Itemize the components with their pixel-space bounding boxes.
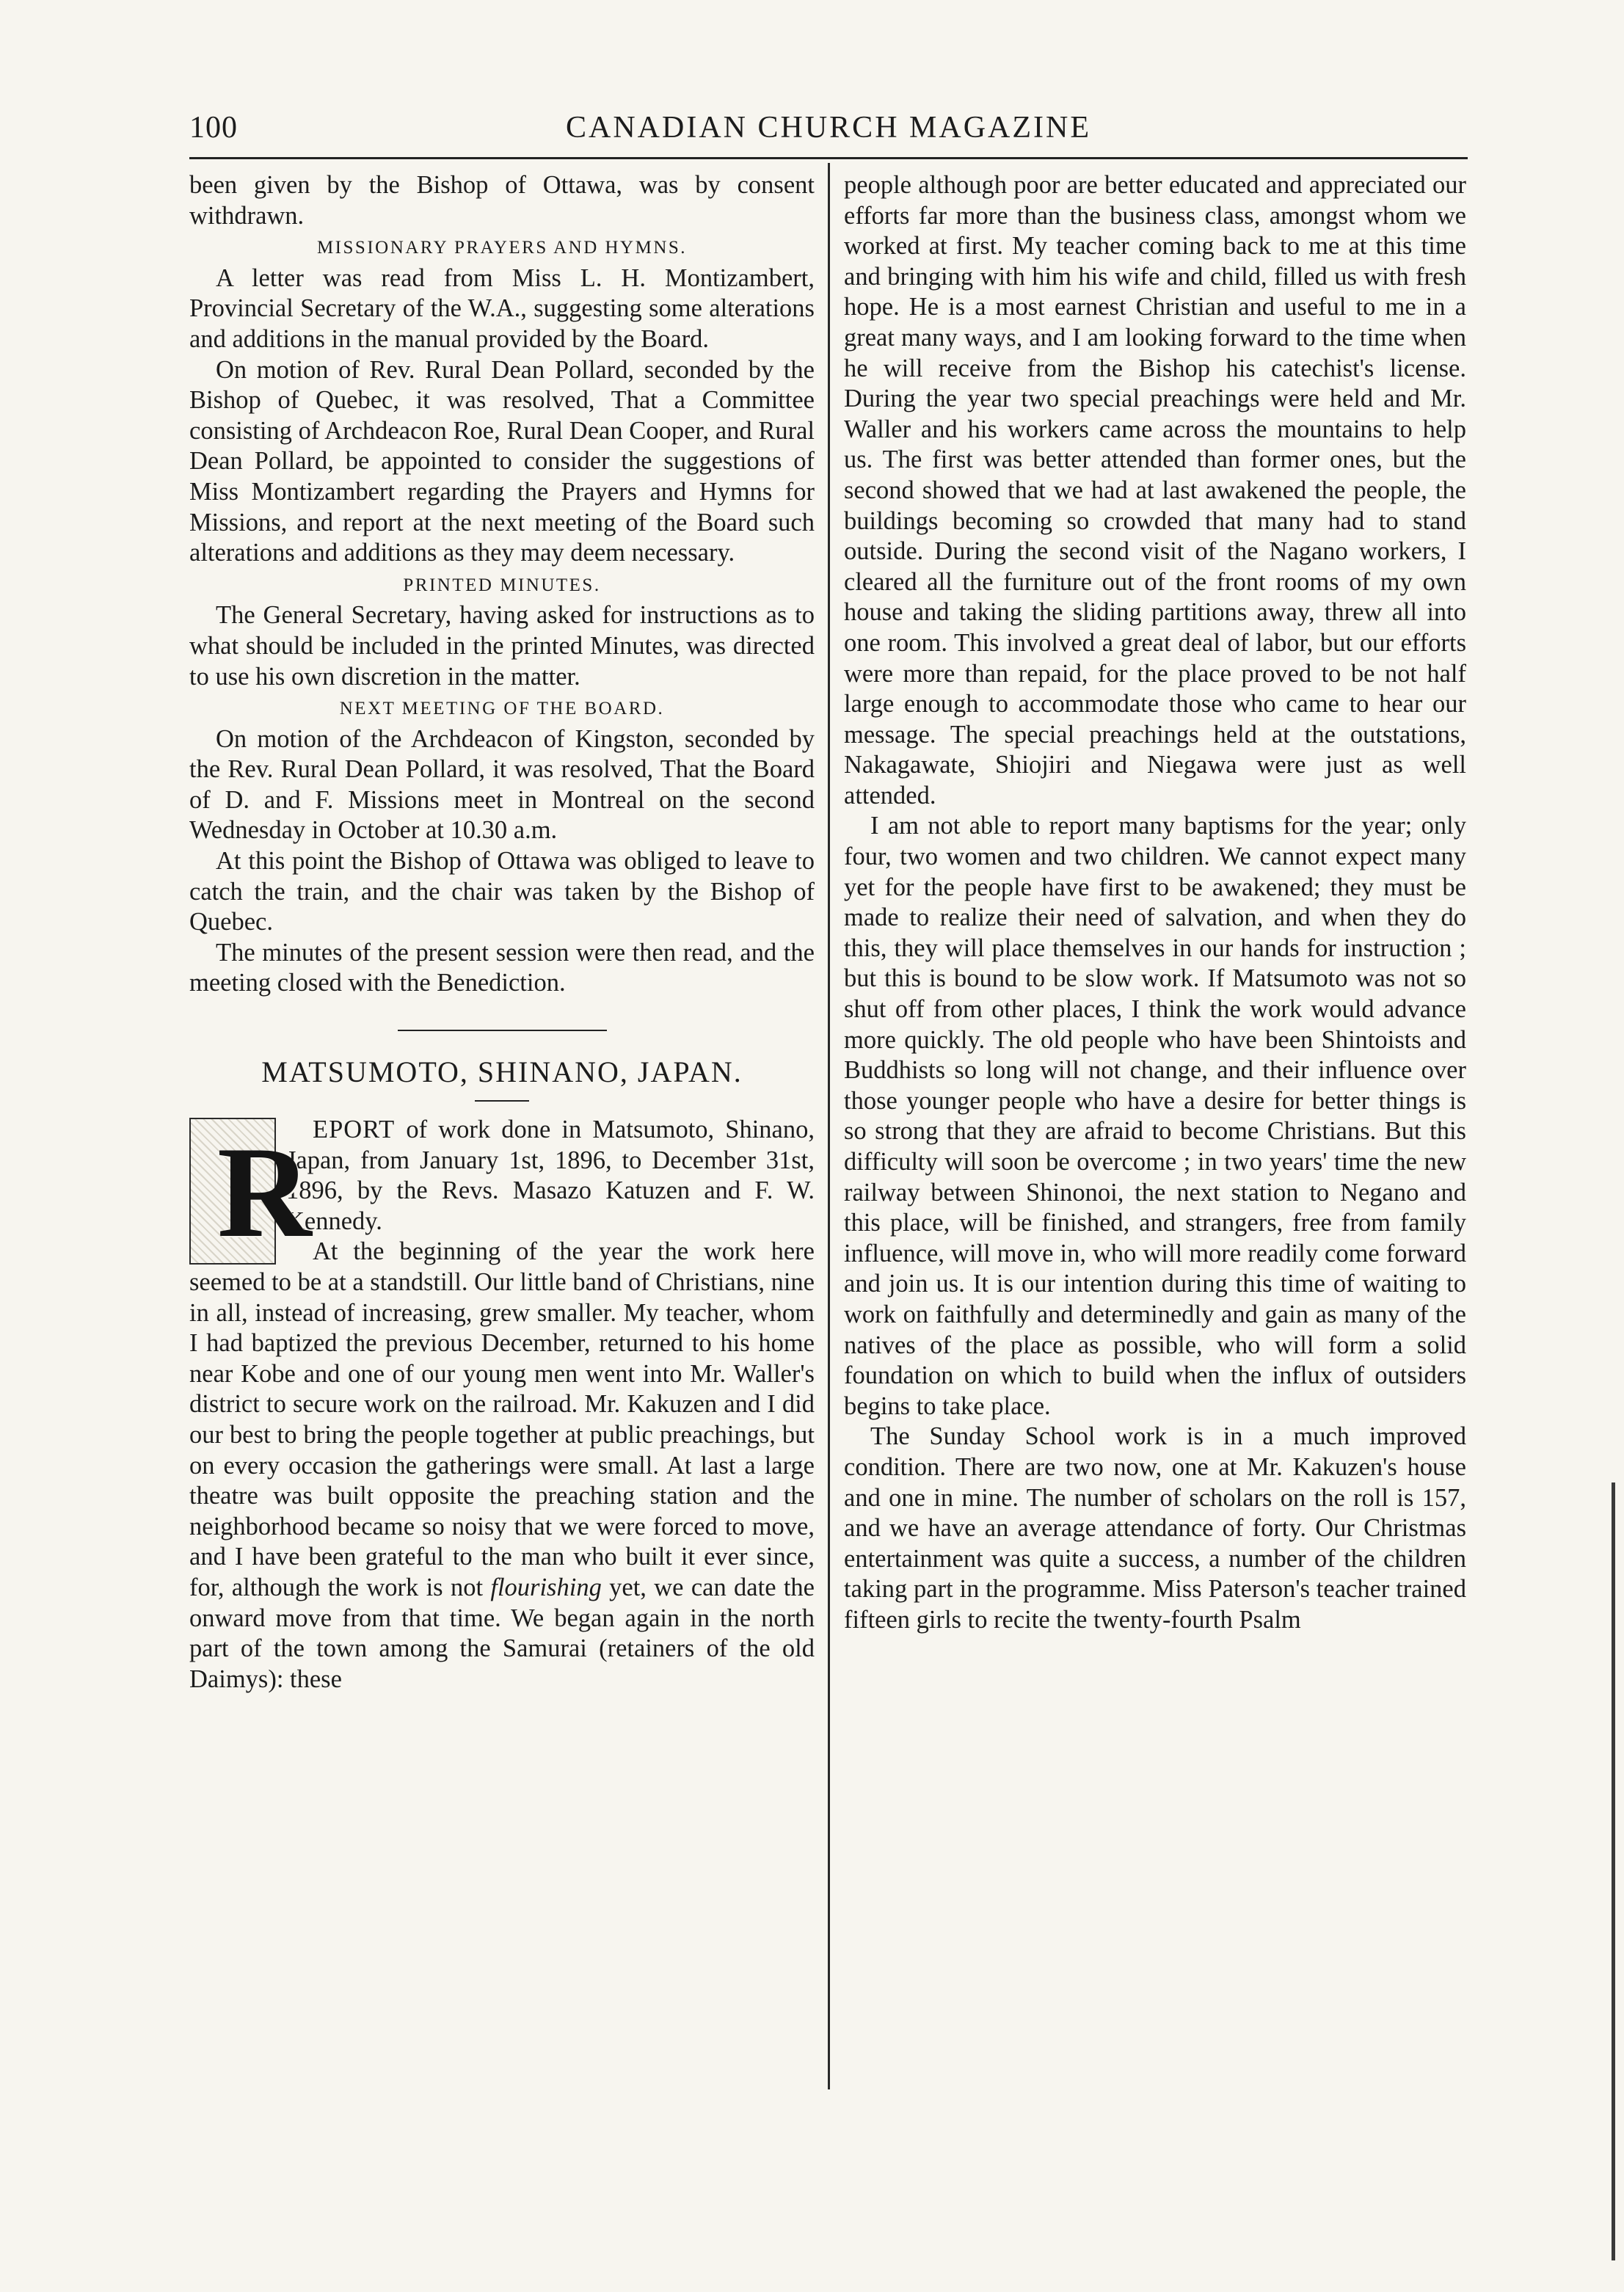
page-edge-shadow (1612, 1482, 1615, 2260)
header-rule (189, 157, 1468, 159)
page-number: 100 (189, 111, 238, 145)
paragraph-text: yet, we can date the onward move from that time. We began again in the north part of the town among the Samurai (retainers of the old Daimys): these (189, 1573, 815, 1693)
paragraph: been given by the Bishop of Ottawa, was by consent withdrawn. (189, 171, 815, 230)
section-separator-rule (398, 1030, 607, 1031)
paragraph: I am not able to report many baptisms for the year; only four, two women and two children. We cannot expect many yet for the people have first to be awakened; they must be made to realize their need of salvation, and when they do this, they will place themselves in our hands for instruction ; but this is bound to be slow work. If Matsumoto was not so shut off from other places, I think the work would advance more quickly. The old people who have been Shintoists and Buddhists so long will not change, and their influence over those younger people who have a desire for better things is so strong that they are afraid to become Christians. But this difficulty will soon be overcome ; in two years' time the new railway between Shinonoi, the next station to Negano and this place, will be finished, and strangers, free from family influence, will move in, who will more readily come forward and join us. It is our intention during this time of waiting to work on faithfully and determinedly and gain as many of the natives of the place as possible, who will form a solid foundation on which to build when the influx of outsiders begins to take place. (844, 812, 1466, 1420)
running-title: CANADIAN CHURCH MAGAZINE (566, 111, 1091, 145)
right-column (844, 170, 1466, 1636)
title-underline (475, 1100, 529, 1102)
paragraph: The Sunday School work is in a much improved condition. There are two now, one at Mr. Kakuzen's house and one in mine. The number of scholars on the roll is 157, and we have an average attendance of forty. Our Christmas entertainment was quite a success, a number of the children taking part in the programme. Miss Paterson's teacher trained fifteen girls to recite the twenty-fourth Psalm (844, 1422, 1466, 1634)
page-header (189, 110, 1468, 154)
article-intro (189, 1115, 815, 1265)
section-heading-prayers: MISSIONARY PRAYERS AND HYMNS. (316, 238, 688, 258)
paragraph-text: At the beginning of the year the work here seemed to be at a standstill. Our little band of Christians, nine in all, instead of increasing, grew smaller. My teacher, whom I had baptized the previous December, returned to his home near Kobe and one of our young men went into Mr. Waller's district to secure work on the railroad. Mr. Kakuzen and I did our best to bring the people together at public preachings, but on every occasion the gatherings were small. At last a large theatre was built opposite the preaching station and the neighborhood became so noisy that we were forced to move, and I have been grateful to the man who built it ever since, for, although the work is not (189, 1237, 815, 1601)
paragraph (189, 1237, 815, 1695)
section-heading-minutes: PRINTED MINUTES. (403, 575, 601, 595)
intro-text: of work done in Matsumoto, Shinano, Japan, from January 1st, 1896, to December 31st, 1896, by the Revs. Masazo Katuzen and F. W. Kennedy. (286, 1116, 815, 1235)
paragraph: The General Secretary, having asked for instructions as to what should be included in the printed Minutes, was directed to use his own discretion in the matter. (189, 601, 815, 691)
decorative-dropcap-icon (189, 1118, 312, 1265)
column-divider (828, 163, 830, 2089)
left-column (189, 170, 815, 1695)
paragraph: people although poor are better educated and appreciated our efforts far more than the business class, amongst whom we worked at first. My teacher coming back to me at this time and bringing with him his wife and child, filled us with fresh hope. He is a most earnest Christian and useful to me in a great many ways, and I am looking forward to the time when he will receive from the Bishop his catechist's license. During the year two special preachings were held and Mr. Waller and his workers came across the mountains to help us. The first was better attended than former ones, but the second showed that we had at last awakened the people, the buildings becoming so crowded that many had to stand outside. During the second visit of the Nagano workers, I cleared all the furniture out of the front rooms of my own house and taking the sliding partitions away, threw all into one room. This involved a great deal of labor, but our efforts were more than repaid, for the place proved to be not half large enough to accommodate those who came to hear our message. The special preachings held at the outstations, Nakagawate, Shiojiri and Niegawa were just as well attended. (844, 171, 1466, 810)
paragraph: At this point the Bishop of Ottawa was obliged to leave to catch the train, and the chair was taken by the Bishop of Quebec. (189, 847, 815, 936)
paragraph: On motion of the Archdeacon of Kingston, seconded by the Rev. Rural Dean Pollard, it was resolved, That the Board of D. and F. Missions meet in Montreal on the second Wednesday in October at 10.30 a.m. (189, 724, 815, 845)
paragraph: The minutes of the present session were then read, and the meeting closed with the Benediction. (189, 938, 815, 997)
section-heading-next-meeting: NEXT MEETING OF THE BOARD. (339, 699, 665, 719)
intro-lead-word: EPORT (313, 1116, 396, 1144)
paragraph: A letter was read from Miss L. H. Montizambert, Provincial Secretary of the W.A., suggesting some alterations and additions in the manual provided by the Board. (189, 263, 815, 353)
dropcap-letter: R (217, 1119, 312, 1265)
article-title: MATSUMOTO, SHINANO, JAPAN. (261, 1055, 743, 1089)
paragraph: On motion of Rev. Rural Dean Pollard, seconded by the Bishop of Quebec, it was resolved, That a Committee consisting of Archdeacon Roe, Rural Dean Cooper, and Rural Dean Pollard, be appointed to consider the suggestions of Miss Montizambert regarding the Prayers and Hymns for Missions, and report at the next meeting of the Board such alterations and additions as they may deem necessary. (189, 355, 815, 567)
emphasis-text: flourishing (490, 1573, 602, 1601)
